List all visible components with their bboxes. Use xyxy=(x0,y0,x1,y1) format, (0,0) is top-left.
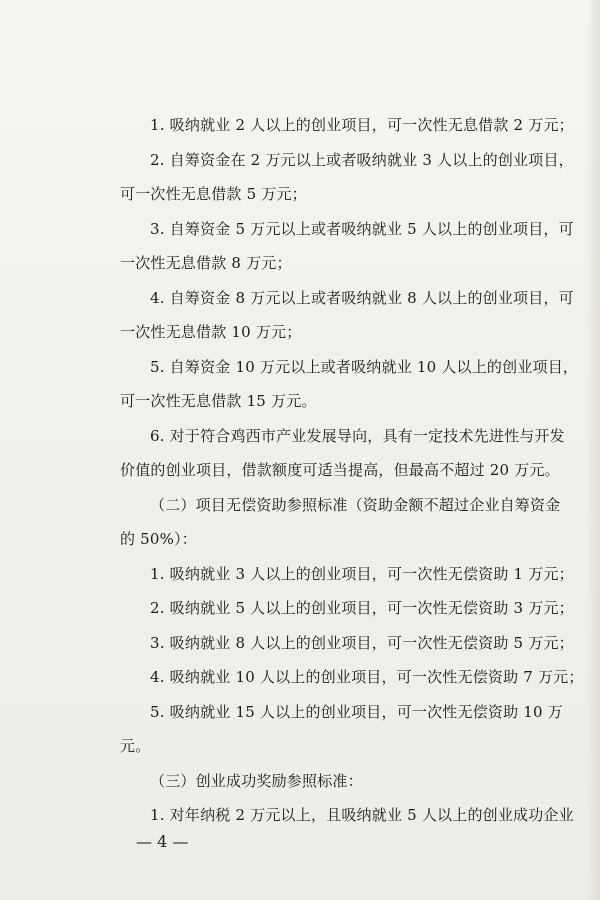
document-line: 可一次性无息借款 15 万元。 xyxy=(120,392,317,410)
document-line: 2. 吸纳就业 5 人以上的创业项目，可一次性无偿资助 3 万元； xyxy=(150,599,574,617)
document-line: 3. 吸纳就业 8 人以上的创业项目，可一次性无偿资助 5 万元； xyxy=(150,633,574,652)
page-number: — 4 — xyxy=(136,832,189,851)
document-line: 可一次性无息借款 5 万元； xyxy=(120,185,307,203)
document-line: 5. 吸纳就业 15 人以上的创业项目，可一次性无偿资助 10 万 xyxy=(150,702,563,721)
document-line: 4. 自筹资金 8 万元以上或者吸纳就业 8 人以上的创业项目，可 xyxy=(150,288,574,307)
document-line: 一次性无息借款 8 万元； xyxy=(120,254,292,272)
document-line: 3. 自筹资金 5 万元以上或者吸纳就业 5 人以上的创业项目，可 xyxy=(150,219,574,238)
document-line: （二）项目无偿资助参照标准（资助金额不超过企业自筹资金 xyxy=(150,495,561,514)
document-line: 元。 xyxy=(120,737,151,755)
document-line: 1. 吸纳就业 3 人以上的创业项目，可一次性无偿资助 1 万元； xyxy=(150,564,574,583)
document-line: 1. 对年纳税 2 万元以上，且吸纳就业 5 人以上的创业成功企业 xyxy=(150,806,574,824)
document-line: 一次性无息借款 10 万元； xyxy=(120,323,302,341)
document-line: 价值的创业项目，借款额度可适当提高，但最高不超过 20 万元。 xyxy=(120,461,560,479)
document-line: 4. 吸纳就业 10 人以上的创业项目，可一次性无偿资助 7 万元； xyxy=(150,668,584,686)
document-line: （三）创业成功奖励参照标准： xyxy=(150,771,363,790)
document-body xyxy=(120,108,584,833)
document-line: 6. 对于符合鸡西市产业发展导向，具有一定技术先进性与开发 xyxy=(150,426,565,445)
document-line: 1. 吸纳就业 2 人以上的创业项目，可一次性无息借款 2 万元； xyxy=(150,116,574,134)
document-line: 5. 自筹资金 10 万元以上或者吸纳就业 10 人以上的创业项目， xyxy=(150,357,579,376)
scan-edge-shadow xyxy=(586,0,600,900)
document-line: 的 50%）： xyxy=(120,530,198,548)
document-line: 2. 自筹资金在 2 万元以上或者吸纳就业 3 人以上的创业项目， xyxy=(150,150,574,169)
